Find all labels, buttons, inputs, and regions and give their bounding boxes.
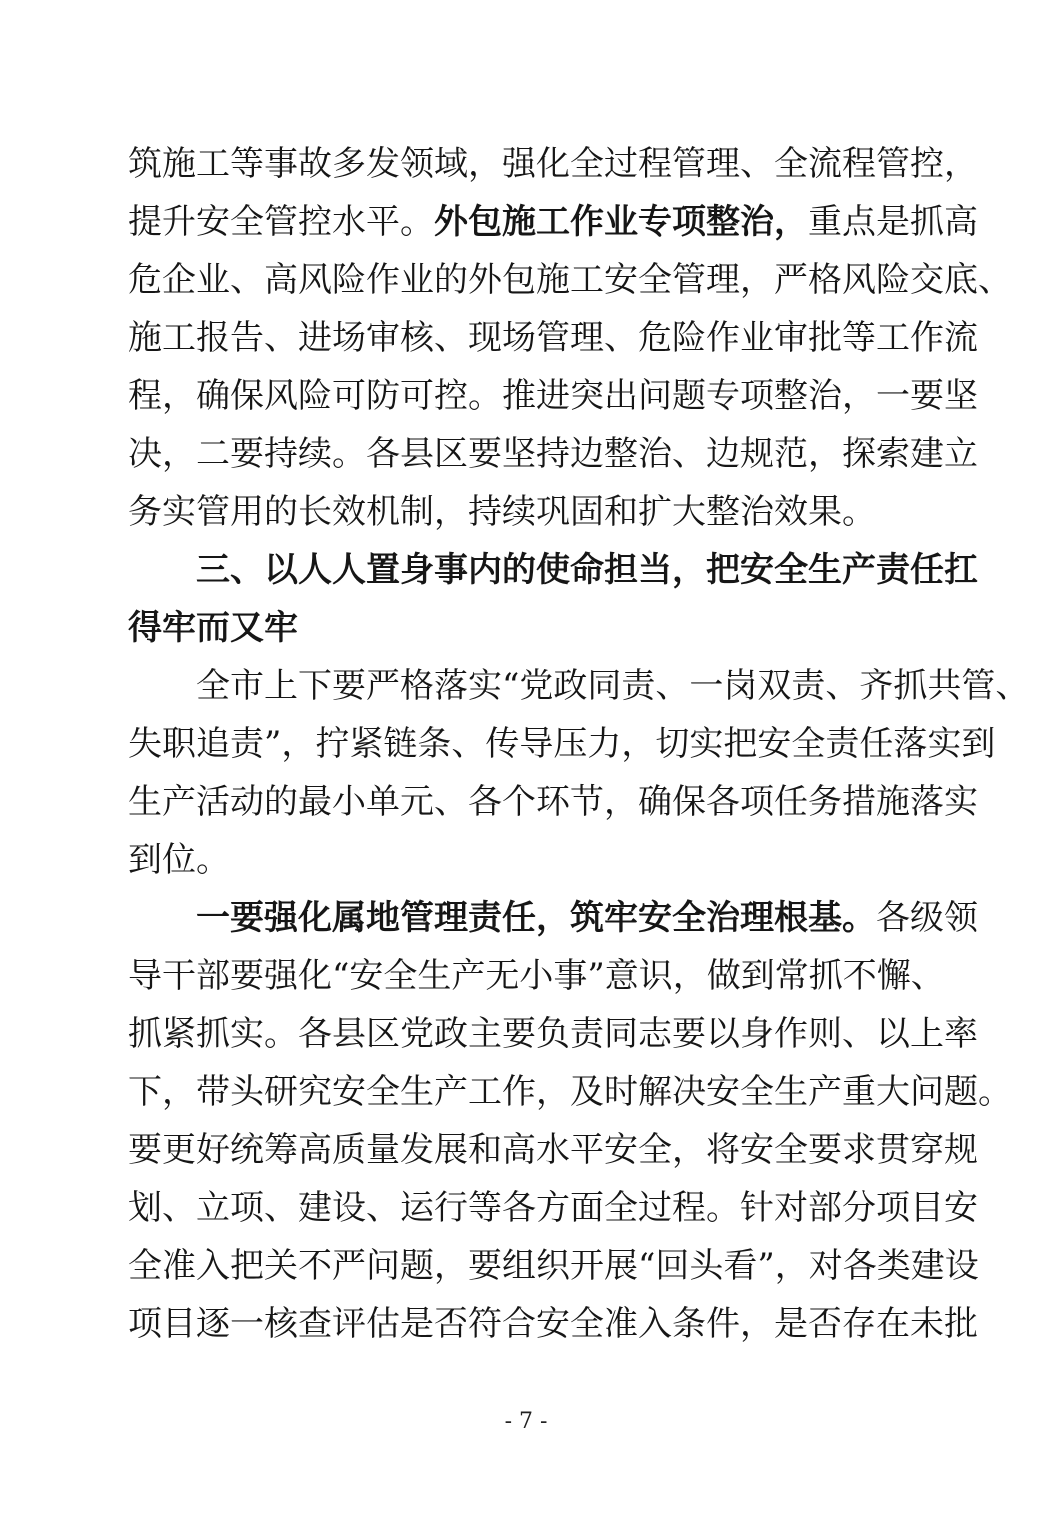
text-line: 全准入把关不严问题，要组织开展“回头看”，对各类建设 — [128, 1246, 979, 1286]
document-body — [128, 135, 1030, 1353]
text-line: 划、立项、建设、运行等各方面全过程。针对部分项目安 — [128, 1188, 978, 1228]
text-line: 要更好统筹高质量发展和高水平安全，将安全要求贯穿规 — [128, 1130, 978, 1170]
paragraph-outsourcing — [128, 135, 1012, 541]
text-run: 重点是抓高 — [808, 202, 978, 242]
text-line: 项目逐一核查评估是否符合安全准入条件，是否存在未批 — [128, 1304, 978, 1344]
text-line: 筑施工等事故多发领域，强化全过程管理、全流程管控， — [128, 144, 978, 184]
text-line: 到位。 — [128, 840, 230, 880]
paragraph-territorial — [128, 889, 1012, 1353]
text-line: 务实管用的长效机制，持续巩固和扩大整治效果。 — [128, 492, 876, 532]
heading-line: 三、以人人置身事内的使命担当，把安全生产责任扛 — [196, 550, 978, 590]
text-line: 导干部要强化“安全生产无小事”意识，做到常抓不懈、 — [128, 956, 945, 996]
bold-lead-phrase: 外包施工作业专项整治， — [434, 202, 808, 242]
text-line — [128, 889, 978, 947]
text-line: 施工报告、进场审核、现场管理、危险作业审批等工作流 — [128, 318, 978, 358]
text-line: 程，确保风险可防可控。推进突出问题专项整治，一要坚 — [128, 376, 978, 416]
text-line: 失职追责”，拧紧链条、传导压力，切实把安全责任落实到 — [128, 724, 996, 764]
text-line — [128, 193, 978, 251]
text-line: 决，二要持续。各县区要坚持边整治、边规范，探索建立 — [128, 434, 978, 474]
text-line: 抓紧抓实。各县区党政主要负责同志要以身作则、以上率 — [128, 1014, 978, 1054]
section-heading — [128, 541, 978, 657]
text-line: 生产活动的最小单元、各个环节，确保各项任务措施落实 — [128, 782, 978, 822]
bold-lead-phrase: 一要强化属地管理责任，筑牢安全治理根基。 — [196, 898, 876, 938]
text-line: 下，带头研究安全生产工作，及时解决安全生产重大问题。 — [128, 1072, 1012, 1112]
text-run: 提升安全管控水平。 — [128, 202, 434, 242]
text-line: 全市上下要严格落实“党政同责、一岗双责、齐抓共管、 — [196, 666, 1030, 706]
text-line: 危企业、高风险作业的外包施工安全管理，严格风险交底、 — [128, 260, 1012, 300]
heading-line: 得牢而又牢 — [128, 608, 298, 648]
paragraph-responsibility — [128, 657, 1030, 889]
text-run: 各级领 — [876, 898, 978, 938]
page-number: - 7 - — [504, 1409, 548, 1434]
